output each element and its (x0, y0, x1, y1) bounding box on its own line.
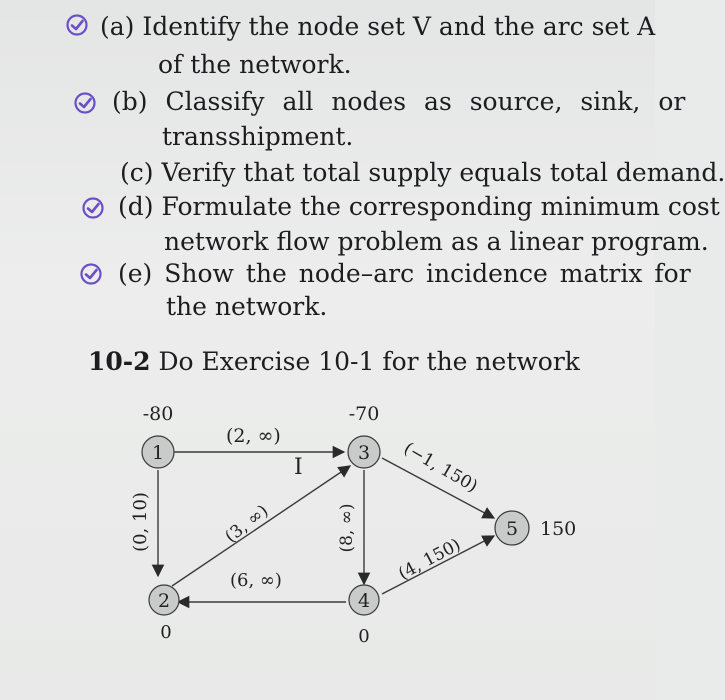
node-4 (349, 585, 379, 615)
arc-2-3 (172, 466, 350, 586)
item-d-label: (d) (118, 192, 154, 221)
arc-3-5-label: (−1, 150) (400, 438, 481, 497)
item-a-line2: of the network. (158, 50, 352, 79)
node-5-supply: 150 (540, 518, 577, 540)
item-e-label: (e) (118, 259, 153, 288)
item-e (118, 257, 691, 290)
node-1 (142, 436, 174, 468)
node-2 (149, 585, 179, 615)
arc-2-3-label: (3, ∞) (221, 501, 273, 548)
arc-3-4-label: (8, ∞) (337, 503, 357, 553)
node-2-label: 2 (157, 590, 171, 612)
arc-4-2-label: (6, ∞) (230, 570, 282, 591)
node-1-supply: -80 (142, 403, 174, 425)
exercise-text: Do Exercise 10-1 for the network (158, 347, 580, 376)
node-4-label: 4 (357, 590, 371, 612)
item-c (120, 156, 725, 189)
text-cursor-icon: I (294, 455, 303, 480)
node-5-label: 5 (505, 518, 519, 540)
item-b (112, 85, 685, 118)
item-a-line1: Identify the node set V and the arc set A (142, 12, 656, 41)
checkmark-icon (82, 197, 104, 219)
item-d (118, 190, 720, 223)
exercise-number: 10-2 (88, 347, 151, 376)
item-d-line2: network flow problem as a linear program. (164, 227, 709, 256)
arc-1-2-label: (0, 10) (130, 492, 151, 552)
arc-1-3-label: (2, ∞) (226, 425, 281, 447)
exercise-heading (88, 345, 580, 378)
node-3-label: 3 (357, 442, 371, 464)
network-diagram (0, 390, 655, 690)
checkmark-icon (80, 263, 102, 285)
item-a-label: (a) (100, 12, 135, 41)
item-b-label: (b) (112, 87, 148, 116)
node-4-supply: 0 (358, 626, 370, 647)
item-c-line1: Verify that total supply equals total demand. (161, 158, 725, 187)
item-c-label: (c) (120, 158, 154, 187)
item-e-line1: Show the node–arc incidence matrix for (164, 259, 691, 288)
item-b-line1: Classify all nodes as source, sink, or (165, 87, 686, 116)
item-e-line2: the network. (166, 292, 328, 321)
node-5 (495, 511, 529, 545)
node-3 (348, 436, 380, 468)
arc-4-5-label: (4, 150) (395, 534, 465, 585)
item-a (100, 10, 655, 43)
node-1-label: 1 (151, 442, 165, 464)
item-b-line2: transshipment. (162, 122, 354, 151)
node-3-supply: -70 (348, 403, 380, 425)
item-d-line1: Formulate the corresponding minimum cost (161, 192, 720, 221)
checkmark-icon (66, 14, 88, 36)
node-2-supply: 0 (160, 622, 172, 643)
checkmark-icon (74, 92, 96, 114)
